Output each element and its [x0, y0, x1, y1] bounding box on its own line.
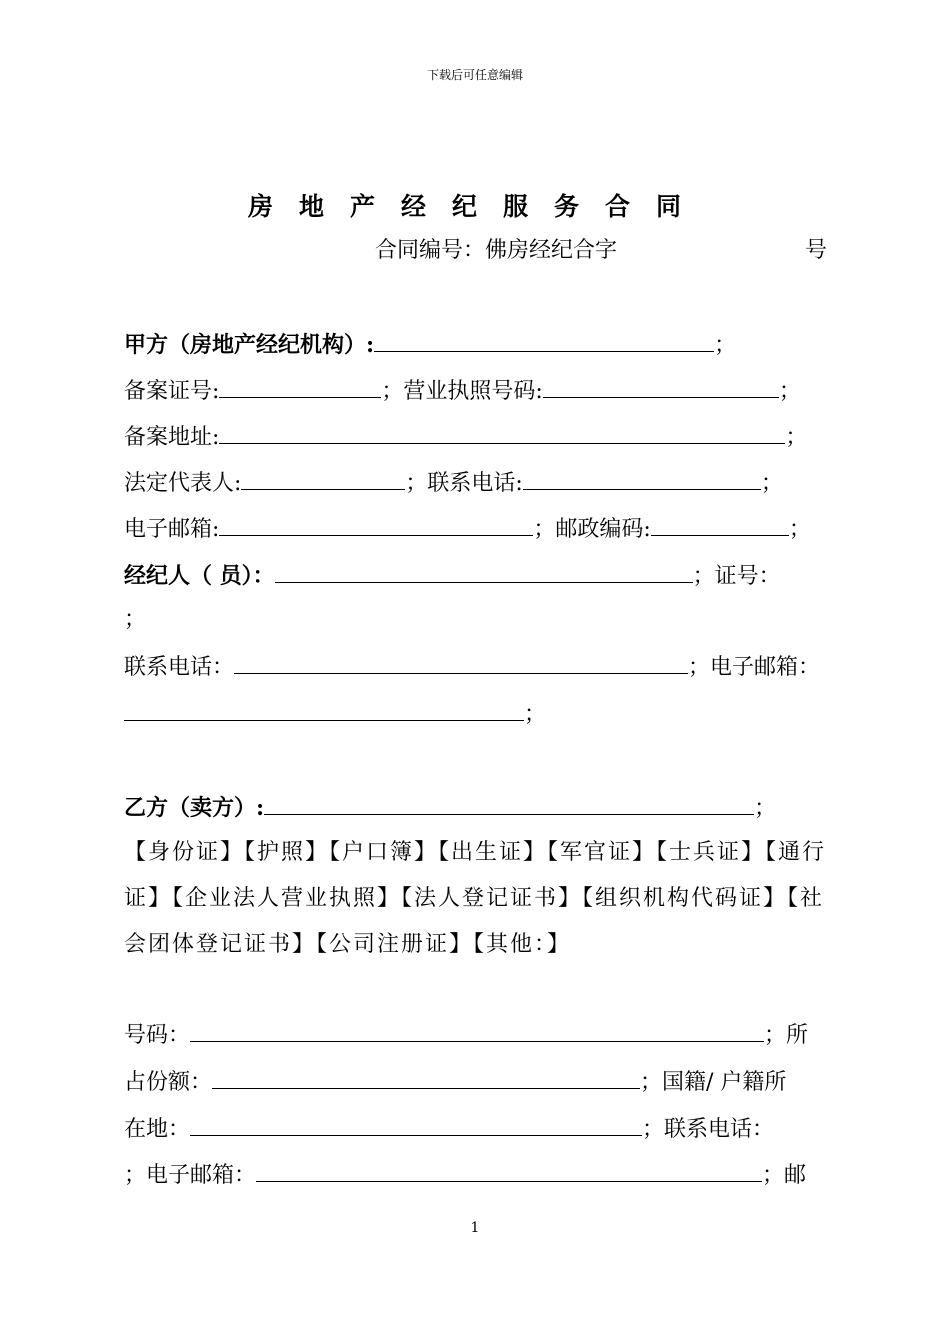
- location-label: 在地：: [124, 1117, 191, 1142]
- separator: ；: [760, 471, 783, 496]
- number-field[interactable]: [190, 1016, 764, 1042]
- separator: ；: [124, 607, 147, 632]
- page-header: 下载后可任意编辑: [426, 68, 523, 82]
- party-b-email-label: ；电子邮箱：: [124, 1163, 257, 1188]
- email-label: 电子邮箱:: [124, 517, 220, 542]
- location-line: [124, 1110, 774, 1144]
- agent-label: 经纪人（ 员）：: [124, 563, 275, 589]
- agent-phone-line: [124, 648, 820, 682]
- separator: ；: [754, 796, 777, 821]
- party-b-email-field[interactable]: [256, 1156, 762, 1182]
- party-a-field[interactable]: [374, 326, 714, 352]
- location-field[interactable]: [190, 1110, 642, 1136]
- contract-number: [375, 233, 828, 264]
- cert-end-line: [124, 603, 146, 637]
- agent-email-label: ；电子邮箱：: [688, 655, 821, 680]
- phone-field[interactable]: [523, 464, 761, 490]
- share-label: 占份额：: [124, 1070, 213, 1095]
- license-label: ；营业执照号码:: [381, 379, 543, 404]
- nationality-label: ；国籍/ 户籍所: [640, 1070, 787, 1095]
- record-addr-field[interactable]: [219, 418, 785, 444]
- agent-phone-field[interactable]: [234, 648, 688, 674]
- legal-rep-field[interactable]: [241, 464, 405, 490]
- number-line: [124, 1016, 808, 1050]
- separator: ；: [788, 517, 811, 542]
- share-line: [124, 1063, 786, 1097]
- party-b-label: 乙方（卖方）:: [124, 795, 265, 821]
- party-b-line: [124, 789, 776, 823]
- agent-phone-label: 联系电话：: [124, 655, 235, 680]
- record-addr-line: [124, 418, 807, 452]
- postcode-field[interactable]: [651, 510, 789, 536]
- record-no-label: 备案证号:: [124, 379, 220, 404]
- page-number: 1: [470, 1220, 480, 1236]
- agent-email-line: [124, 695, 546, 729]
- document-title: 房地产经纪服务合同: [248, 192, 708, 221]
- party-b-email-line: [124, 1156, 806, 1190]
- id-type-options: 【身份证】【护照】【户口簿】【出生证】【军官证】【士兵证】【通行证】【企业法人营业执照】【法人登记证书】【组织机构代码证】【社会团体登记证书】【公司注册证】【其他：】: [124, 840, 827, 957]
- cert-label: ；证号：: [692, 564, 781, 589]
- record-no-field[interactable]: [219, 372, 381, 398]
- post-label-start: ；邮: [762, 1163, 807, 1188]
- separator: ；: [778, 379, 801, 404]
- separator: ；: [785, 425, 808, 450]
- agent-field[interactable]: [275, 557, 693, 583]
- agent-line: [124, 557, 781, 591]
- email-line: [124, 510, 811, 544]
- contract-number-label: 合同编号：佛房经纪合字: [375, 238, 618, 263]
- phone-label: ；联系电话:: [405, 471, 523, 496]
- party-b-phone-label: ；联系电话：: [642, 1117, 775, 1142]
- legal-rep-line: [124, 464, 783, 498]
- party-a-label: 甲方（房地产经纪机构）:: [124, 332, 375, 358]
- legal-rep-label: 法定代表人:: [124, 471, 242, 496]
- record-no-line: [124, 372, 801, 406]
- party-a-line: [124, 326, 736, 360]
- record-addr-label: 备案地址:: [124, 425, 220, 450]
- agent-email-field[interactable]: [124, 695, 524, 721]
- contract-number-suffix: 号: [805, 238, 828, 263]
- postcode-label: ；邮政编码:: [533, 517, 651, 542]
- license-field[interactable]: [543, 372, 779, 398]
- share-label-start: ；所: [764, 1023, 809, 1048]
- separator: ；: [524, 702, 547, 727]
- separator: ；: [714, 333, 737, 358]
- number-label: 号码：: [124, 1023, 191, 1048]
- party-b-field[interactable]: [264, 789, 754, 815]
- share-field[interactable]: [212, 1063, 640, 1089]
- email-field[interactable]: [219, 510, 533, 536]
